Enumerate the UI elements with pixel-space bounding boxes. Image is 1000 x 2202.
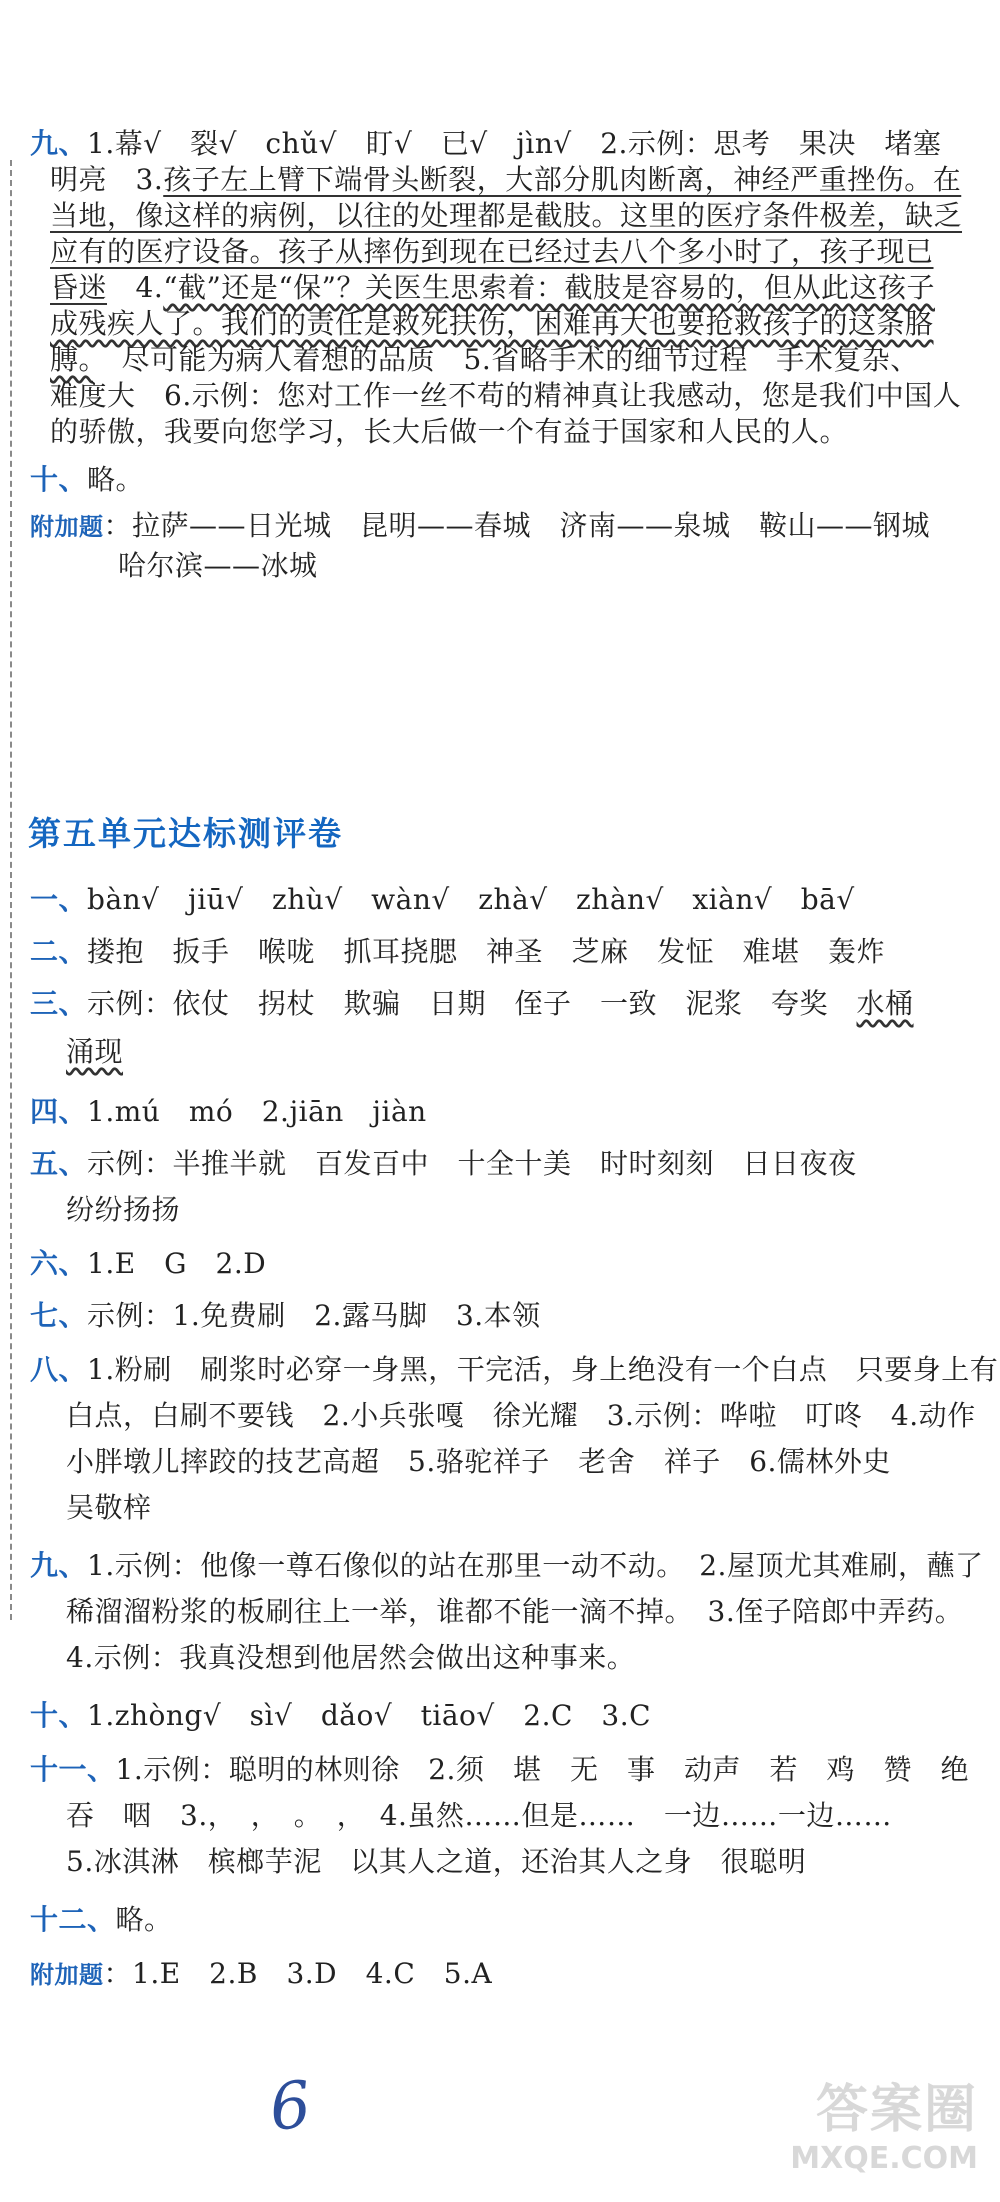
watermark-text: 答案圈 [815,2080,978,2140]
sec9a-line9: 的骄傲，我要向您学习，长大后做一个有益于国家和人民的人。 [50,415,849,448]
bonus2-line: 附加题：1.E 2.B 3.D 4.C 5.A [30,1957,493,1990]
s9-line1: 九、1.示例：他像一尊石像似的站在那里一动不动。 2.屋顶尤其难刷，蘸了 [30,1549,984,1582]
s3-line2: 涌现 [66,1035,124,1068]
s11-line1: 十一、1.示例：聪明的林则徐 2.须 堪 无 事 动声 若 鸡 赞 绝 [30,1753,969,1786]
sec9a-label: 九、 [30,127,88,160]
sec9a-line7: 膊。 尽可能为病人着想的品质 5.省略手术的细节过程 手术复杂、 [50,343,919,376]
s6-line: 六、1.E G 2.D [30,1247,267,1280]
s8-line4: 吴敬梓 [66,1491,152,1524]
bonus1-line1: 附加题：拉萨——日光城 昆明——春城 济南——泉城 鞍山——钢城 [30,509,931,542]
dashed-binding-line [10,160,12,1620]
sec9a-line6: 成残疾人了。我们的责任是救死扶伤，困难再大也要抢救孩子的这条胳 [50,307,934,340]
s12-line: 十二、略。 [30,1903,173,1936]
watermark-logo [758,2078,978,2188]
s1-line: 一、bàn√ jiū√ zhù√ wàn√ zhà√ zhàn√ xiàn√ bā√ [30,883,855,916]
s8-line2: 白点，白刷不要钱 2.小兵张嘎 徐光耀 3.示例：哗啦 叮咚 4.动作 [66,1399,976,1432]
sec9a-line3: 当地，像这样的病例，以往的处理都是截肢。这里的医疗条件极差，缺乏 [50,199,963,232]
bonus2-label: 附加题 [30,1961,104,1989]
bonus1-line2: 哈尔滨——冰城 [118,549,318,582]
s11-line2: 吞 咽 3.， ， 。 ， 4.虽然……但是…… 一边……一边…… [66,1799,892,1832]
handwritten-page-number: 6 [266,2068,315,2146]
s8-line3: 小胖墩儿摔跤的技艺高超 5.骆驼祥子 老舍 祥子 6.儒林外史 [66,1445,891,1478]
sec9a-line4: 应有的医疗设备。孩子从摔伤到现在已经过去八个多小时了，孩子现已 [50,235,934,268]
s8-line1: 八、1.粉刷 刷浆时必穿一身黑，干完活，身上绝没有一个白点 只要身上有 [30,1353,999,1386]
s11-line3: 5.冰淇淋 槟榔芋泥 以其人之道，还治其人之身 很聪明 [66,1845,807,1878]
s5-line2: 纷纷扬扬 [66,1193,181,1226]
sec9a-line5: 昏迷 4.“截”还是“保”？关医生思索着：截肢是容易的，但从此这孩子 [50,271,935,304]
sec9a-line8: 难度大 6.示例：您对工作一丝不苟的精神真让我感动，您是我们中国人 [50,379,962,412]
sec9a-line2: 明亮 3.孩子左上臂下端骨头断裂，大部分肌肉断离，神经严重挫伤。在 [50,163,962,196]
unit-heading: 第五单元达标测评卷 [28,814,343,853]
s7-line: 七、示例：1.免费刷 2.露马脚 3.本领 [30,1299,541,1332]
watermark-url: MXQE.COM [790,2141,978,2176]
bonus1-label: 附加题 [30,513,104,541]
sec9a-line1: 九、1.幕√ 裂√ chǔ√ 盯√ 已√ jìn√ 2.示例：思考 果决 堵塞 [30,127,942,160]
s9-line2: 稀溜溜粉浆的板刷往上一举，谁都不能一滴不掉。 3.侄子陪郎中弄药。 [66,1595,964,1628]
sec10a-line: 十、略。 [30,463,145,496]
s4-line: 四、1.mú mó 2.jiān jiàn [30,1095,427,1128]
s5-line1: 五、示例：半推半就 百发百中 十全十美 时时刻刻 日日夜夜 [30,1147,857,1180]
s3-line1: 三、示例：依仗 拐杖 欺骗 日期 侄子 一致 泥浆 夸奖 水桶 [30,987,914,1020]
s9-line3: 4.示例：我真没想到他居然会做出这种事来。 [66,1641,636,1674]
s2-line: 二、搂抱 扳手 喉咙 抓耳挠腮 神圣 芝麻 发怔 难堪 轰炸 [30,935,886,968]
s10-line: 十、1.zhòng√ sì√ dǎo√ tiāo√ 2.C 3.C [30,1699,652,1732]
